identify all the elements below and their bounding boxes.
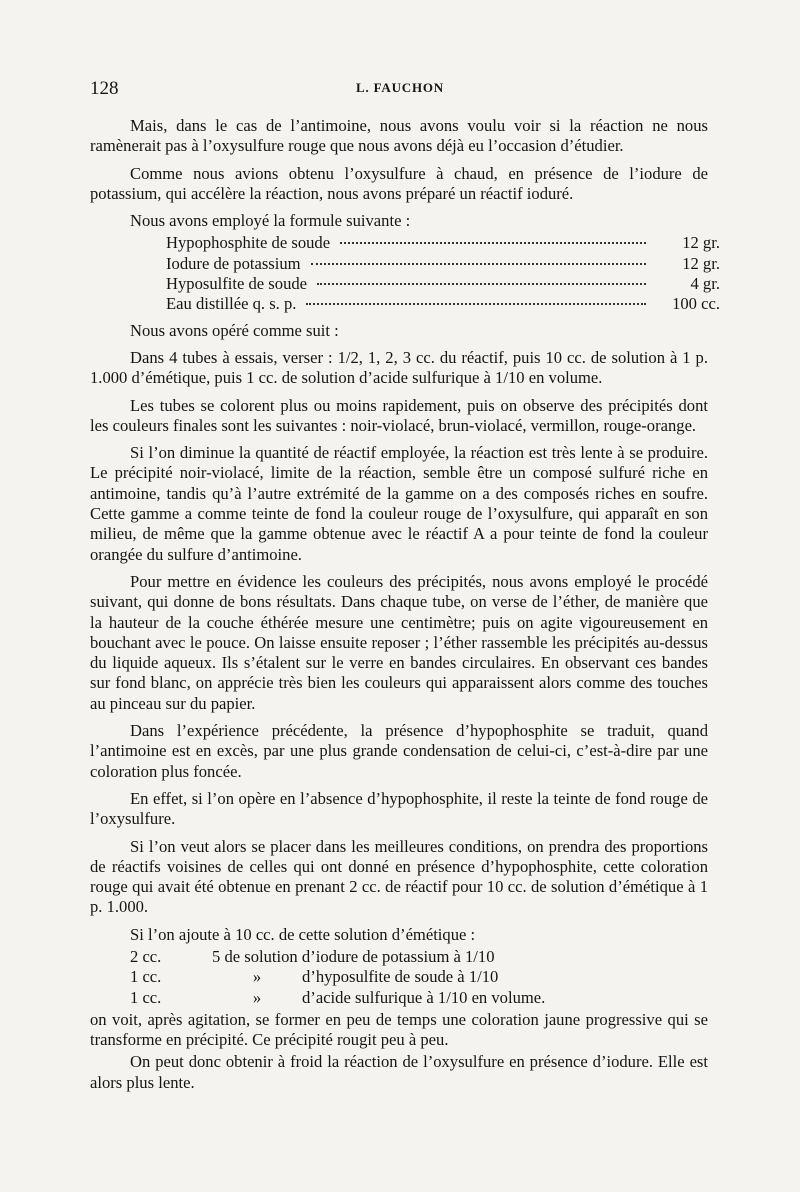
- paragraph: Nous avons employé la formule suivante :: [130, 211, 411, 231]
- formula-quantity: 4 gr.: [690, 274, 720, 294]
- page-header: [0, 78, 800, 102]
- addition-quantity: 1 cc.: [130, 967, 162, 987]
- formula-ingredient: Eau distillée q. s. p.: [166, 294, 297, 314]
- formula-row: [166, 233, 720, 253]
- ditto-mark: »: [252, 987, 262, 1007]
- paragraph: Si l’on veut alors se placer dans les meilleures conditions, on prendra des proportions de réactifs voisines de celles qui ont donné en présence d’hypophosphite, cette coloration rouge qui avait été obtenue en prenant 2 cc. de réactif pour 10 cc. de solution d’émétique à 1 p. 1.000.: [90, 836, 708, 917]
- page-number: 128: [90, 78, 119, 99]
- running-head: L. FAUCHON: [356, 80, 444, 95]
- addition-row: [130, 967, 708, 987]
- paragraph: Si l’on ajoute à 10 cc. de cette solution d’émétique :: [130, 924, 476, 944]
- dot-leader: [340, 242, 646, 244]
- paragraph: Les tubes se colorent plus ou moins rapidement, puis on observe des précipités dont les couleurs finales sont les suivantes : noir-violacé, brun-violacé, vermillon, rouge-orange.: [90, 395, 708, 435]
- addition-text: d’hyposulfite de soude à 1/10: [302, 967, 499, 987]
- formula-ingredient: Hypophosphite de soude: [166, 233, 331, 253]
- formula-ingredient: Hyposulfite de soude: [166, 274, 308, 294]
- formula-row: [166, 274, 720, 294]
- formula-row: [166, 254, 720, 274]
- paragraph: Dans 4 tubes à essais, verser : 1/2, 1, 2, 3 cc. du réactif, puis 10 cc. de solution à 1 p. 1.000 d’émétique, puis 1 cc. de solution d’acide sulfurique à 1/10 en volume.: [90, 347, 708, 388]
- reagent-formula: [166, 233, 720, 314]
- additions-list: [130, 947, 708, 1008]
- addition-quantity: 1 cc.: [130, 987, 162, 1007]
- paragraph: Mais, dans le cas de l’antimoine, nous avons voulu voir si la réaction ne nous ramènerait pas à l’oxysulfure rouge que nous avons déjà eu l’occasion d’étudier.: [90, 116, 708, 156]
- addition-row: [130, 988, 708, 1008]
- paragraph: Si l’on diminue la quantité de réactif employée, la réaction est très lente à se produire. Le précipité noir-violacé, limite de la réaction, semble être un composé sulfuré riche en antimoine, tandis qu’à l’autre extrémité de la gamme on a des composés riches en soufre. Cette gamme a comme teinte de fond la couleur rouge de l’oxysulfure, qui apparaît en son milieu, de même que la gamme obtenue avec le réactif A a pour teinte de fond la couleur orangée du sulfure d’antimoine.: [90, 443, 708, 564]
- paragraph: On peut donc obtenir à froid la réaction de l’oxysulfure en présence d’iodure. Elle est alors plus lente.: [90, 1052, 708, 1092]
- paragraph: Dans l’expérience précédente, la présence d’hypophosphite se traduit, quand l’antimoine est en excès, par une plus grande condensation de celui-ci, c’est-à-dire par une coloration plus foncée.: [90, 721, 708, 781]
- paragraph: Pour mettre en évidence les couleurs des précipités, nous avons employé le procédé suivant, qui donne de bons résultats. Dans chaque tube, on verse de l’éther, de manière que la hauteur de la couche éthérée mesure une centimètre; puis on agite vigoureusement en bouchant avec le pouce. On laisse ensuite reposer ; l’éther rassemble les précipités au-dessus du liquide aqueux. Ils s’étalent sur le verre en bandes circulaires. En observant ces bandes sur fond blanc, on apprécie très bien les couleurs qui apparaissent alors comme des touches au pinceau sur du papier.: [90, 571, 708, 713]
- paragraph: Comme nous avions obtenu l’oxysulfure à chaud, en présence de l’iodure de potassium, qui accélère la réaction, nous avons préparé un réactif ioduré.: [90, 163, 708, 203]
- formula-row: [166, 294, 720, 314]
- body-text: [90, 116, 720, 1100]
- addition-row: [130, 947, 708, 967]
- paragraph: Nous avons opéré comme suit :: [130, 320, 339, 340]
- formula-quantity: 12 gr.: [682, 233, 720, 253]
- addition-quantity: 2 cc.: [130, 946, 162, 966]
- dot-leader: [311, 263, 646, 265]
- paragraph: on voit, après agitation, se former en peu de temps une coloration jaune progressive qui se transforme en précipité. Ce précipité rougit peu à peu.: [90, 1009, 708, 1050]
- dot-leader: [317, 283, 646, 285]
- formula-ingredient: Iodure de potassium: [166, 253, 301, 273]
- ditto-mark: »: [252, 967, 262, 987]
- formula-quantity: 12 gr.: [682, 253, 720, 273]
- paragraph: En effet, si l’on opère en l’absence d’hypophosphite, il reste la teinte de fond rouge de l’oxysulfure.: [90, 788, 708, 829]
- formula-quantity: 100 cc.: [672, 294, 720, 314]
- dot-leader: [306, 303, 646, 305]
- addition-text: d’acide sulfurique à 1/10 en volume.: [302, 987, 546, 1007]
- addition-text: 5 de solution d’iodure de potassium à 1/10: [212, 946, 495, 966]
